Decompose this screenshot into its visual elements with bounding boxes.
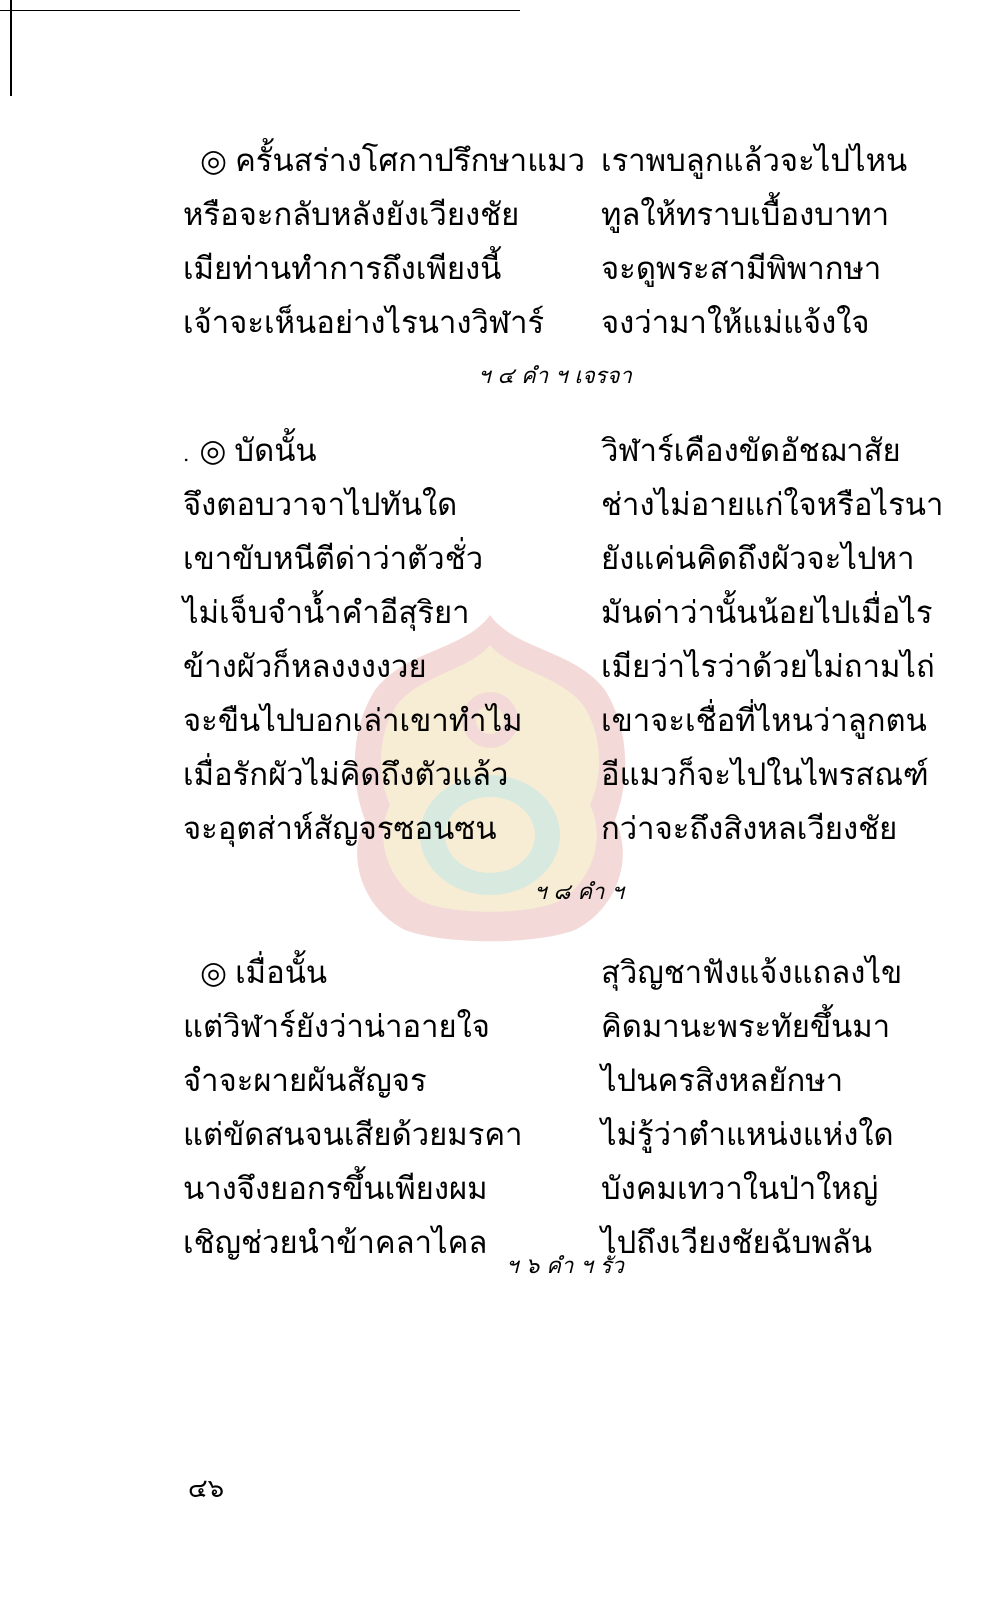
verse-left: ข้างผัวก็หลงงงงวย [183, 649, 427, 685]
crop-mark-vertical [10, 0, 12, 96]
stanza-marker: ◎ [199, 433, 227, 469]
verse-left: จึงตอบวาจาไปทันใด [183, 487, 458, 523]
verse-line [183, 640, 935, 694]
verse-line [183, 1054, 923, 1108]
page-number: ๔๖ [188, 1474, 225, 1504]
verse-line [183, 188, 923, 242]
verse-right: เมียว่าไรว่าด้วยไม่ถามไถ่ [601, 649, 935, 685]
verse-left: เมียท่านทำการถึงเพียงนี้ [183, 251, 502, 287]
crop-mark-horizontal [0, 10, 520, 11]
verse-left: แต่ขัดสนจนเสียด้วยมรคา [183, 1117, 523, 1153]
stanza-marker: ◎ [200, 143, 228, 179]
stanza-3 [183, 946, 923, 1270]
verse-line [183, 424, 923, 478]
verse-right: กว่าจะถึงสิงหลเวียงชัย [601, 811, 898, 847]
verse-right: สุวิญชาฟังแจ้งแถลงไข [601, 955, 903, 991]
stanza-marker: ◎ [200, 955, 228, 991]
verse-right: ช่างไม่อายแก่ใจหรือไรนา [601, 487, 944, 523]
verse-line [183, 242, 923, 296]
verse-line [183, 1000, 923, 1054]
verse-line [183, 802, 923, 856]
verse-right: ยังแค่นคิดถึงผัวจะไปหา [601, 541, 915, 577]
verse-line [183, 1108, 923, 1162]
verse-line [183, 1162, 923, 1216]
verse-right: ไปถึงเวียงชัยฉับพลัน [601, 1225, 873, 1261]
verse-line [183, 694, 927, 748]
verse-left: เขาขับหนีตีด่าว่าตัวชั่ว [183, 541, 484, 577]
verse-right: จะดูพระสามีพิพากษา [601, 251, 882, 287]
stanza-1 [183, 134, 923, 350]
verse-left: เจ้าจะเห็นอย่างไรนางวิฬาร์ [183, 305, 545, 341]
verse-left: เชิญช่วยนำข้าคลาไคล [183, 1225, 488, 1261]
verse-left: จะอุตส่าห์สัญจรซอนซน [183, 811, 497, 847]
verse-line [183, 532, 923, 586]
verse-right: คิดมานะพระทัยขึ้นมา [601, 1009, 891, 1045]
verse-left: จำจะผายผันสัญจร [183, 1063, 427, 1099]
verse-right: มันด่าว่านั้นน้อยไปเมื่อไร [601, 595, 933, 631]
verse-left: เมื่อรักผัวไม่คิดถึงตัวแล้ว [183, 757, 509, 793]
stanza-2 [183, 424, 944, 856]
verse-left: นางจึงยอกรขึ้นเพียงผม [183, 1171, 488, 1207]
verse-line [183, 478, 944, 532]
verse-line [183, 296, 923, 350]
verse-left: บัดนั้น [234, 433, 317, 469]
verse-right: วิฬาร์เคืองขัดอัชฌาสัย [601, 433, 901, 469]
verse-right: บังคมเทวาในป่าใหญ่ [601, 1171, 879, 1207]
stray-dot: . [183, 442, 190, 466]
verse-right: ทูลให้ทราบเบื้องบาทา [601, 197, 890, 233]
verse-line [183, 134, 923, 188]
verse-right: เราพบลูกแล้วจะไปไหน [601, 143, 908, 179]
stanza-caption: ฯ ๘ คำ ฯ [534, 880, 624, 905]
verse-left: เมื่อนั้น [235, 955, 328, 991]
verse-left: จะขืนไปบอกเล่าเขาทำไม [183, 703, 523, 739]
stanza-caption: ฯ ๔ คำ ฯ เจรจา [478, 364, 632, 389]
verse-left: ไม่เจ็บจำน้ำคำอีสุริยา [183, 595, 470, 631]
verse-left: หรือจะกลับหลังยังเวียงชัย [183, 197, 520, 233]
verse-line [183, 586, 933, 640]
verse-line [183, 748, 929, 802]
verse-right: เขาจะเชื่อที่ไหนว่าลูกตน [601, 703, 927, 739]
verse-right: ไปนครสิงหลยักษา [601, 1063, 844, 1099]
verse-left: แต่วิฬาร์ยังว่าน่าอายใจ [183, 1009, 490, 1045]
verse-line [183, 946, 923, 1000]
stanza-caption: ฯ ๖ คำ ฯ รัว [506, 1254, 624, 1279]
verse-left: ครั้นสร่างโศกาปรึกษาแมว [235, 143, 586, 179]
verse-right: จงว่ามาให้แม่แจ้งใจ [601, 305, 870, 341]
verse-right: อีแมวก็จะไปในไพรสณฑ์ [601, 757, 929, 793]
verse-right: ไม่รู้ว่าตำแหน่งแห่งใด [601, 1117, 894, 1153]
